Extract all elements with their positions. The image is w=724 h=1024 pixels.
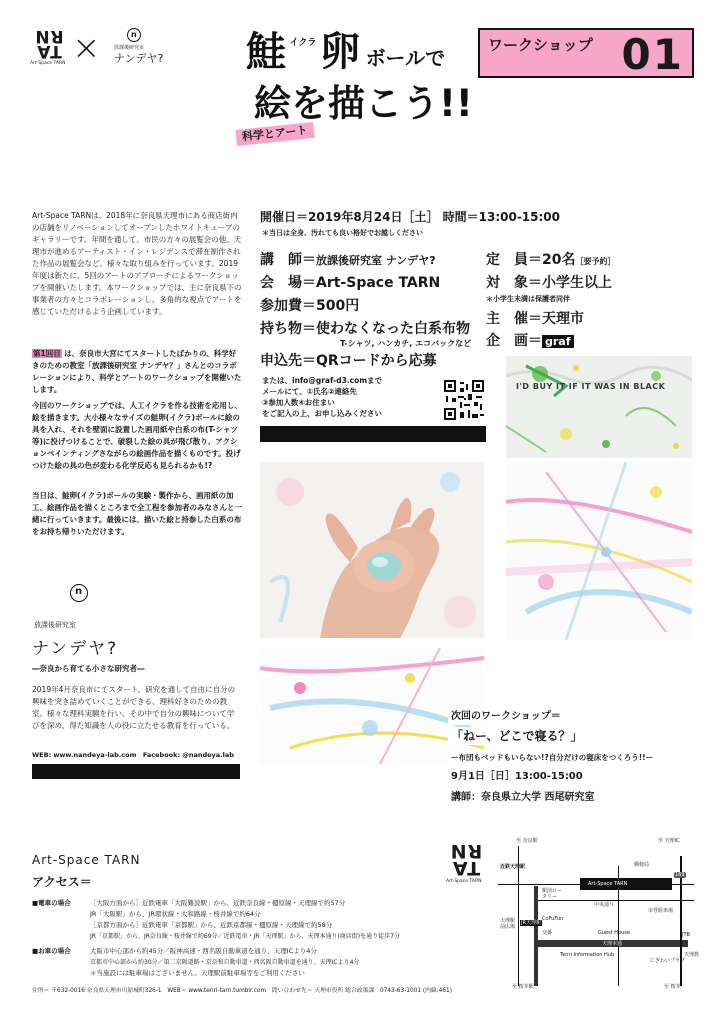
next-subtitle: ー布団もベッドもいらない!?自分だけの寝床をつくろう!!ー [448, 751, 656, 764]
bring-note: T-シャツ, ハンカチ, エコバックなど [340, 339, 472, 348]
title-line-2: 絵を描こう!! [254, 82, 473, 125]
next-lecturer: 講師：奈良県立大学 西尾研究室 [448, 790, 597, 806]
train-line-2: JR「大阪駅」から、JR環状線・大和路線・桜井線で約64分 [90, 910, 261, 918]
apply-detail-2: メールにて、①氏名②連絡先 [262, 387, 357, 396]
intro-block-2 [32, 348, 242, 396]
workshop-label: ワークショップ [488, 36, 593, 54]
lab-description: 2019年4月奈良市にてスタート。研究を通して自由に自分の興味を突き詰めていくことができる、理科好きのための教室。様々な理科実験を行い、その中で自分の興味について学びを深め、得た知識を人の役に立たせる教育を行っている。 [32, 685, 236, 730]
apply-detail-4: をご記入の上、お申し込みください [262, 409, 382, 418]
capacity-row [486, 250, 615, 272]
map-tarn-logo-sub: Art-Space TARN [446, 879, 482, 884]
train-label: ■電車の場合 [32, 899, 71, 907]
map-label-bank: JTB [682, 932, 690, 938]
car-label: ■お車の場合 [32, 947, 71, 955]
car-line-2: 京都市中心部から約30分／第二京阪道路・京奈和自動車道・西名阪自動車道を通り、天理ICより4分 [90, 959, 360, 966]
nandeya-small: 放課後研究室 [114, 45, 145, 51]
host-row: 主 催＝天理市 [486, 311, 584, 327]
intro-paragraph-2: は、奈良市大宮にてスタートしたばかりの、科学好きのための教室「放課後研究室 ナンデヤ？」さんとのコラボレーションにより、科学とアートのワークショップを開催いたします。 [32, 349, 242, 394]
apply-row: 申込先＝QRコードから応募 [260, 353, 437, 369]
tshirt-print-text: I'D BUY IT IF IT WAS IN BLACK [516, 382, 666, 391]
tarn-logo-mark: TARN [34, 26, 64, 61]
map-label-guesthouse: Guest House [598, 930, 630, 936]
map-tarn-logo-mark: TARN [449, 840, 483, 879]
subtitle-tag: 科学とアート [235, 122, 314, 146]
title-char-egg: 卵 [319, 29, 360, 75]
map-label-to-nara: 至 奈良駅 [516, 838, 538, 844]
plan-label: 企 画＝ [486, 333, 542, 349]
intro-paragraph-3: 今回のワークショップでは、人工イクラを作る技術を応用し、絵を描きます。大小様々なサイズの鮭卵(イクラ)ボールに絵の具を入れ、それを壁面に設置した画用紙や白系の布(T-シャツ等)に投げつけることで、破裂した絵の具が飛び散り、アクションペインティングさながらの絵画作品を描くものです。投げつけた絵の具の色が変わる化学反応も見られるかも!? [32, 401, 242, 470]
event-date: 開催日＝2019年8月24日［土］ 時間＝13:00-15:00 [260, 210, 561, 224]
lab-small-title: 放課後研究室 [34, 621, 76, 629]
car-lines [90, 946, 430, 979]
tarn-logo-sub: Art-Space TARN [30, 61, 66, 66]
train-line-4: JR「京都駅」から、JR奈良線・桜井線で約69分／近鉄電車・JR「天理駅」から、天理本通り(商店街)を通り徒歩7分 [90, 933, 400, 940]
map-label-to-sakurai-station: 至 桜井駅 [512, 984, 534, 990]
lightbulb-icon: n [127, 28, 141, 42]
tshirt-photo [506, 356, 692, 458]
lecturer-label: 講 師＝ [260, 252, 316, 268]
workshop-badge [478, 28, 694, 78]
apply-detail-3: ③参加人数④お住まい [262, 398, 335, 407]
map-label-kintetsu: 近鉄天理駅 [500, 864, 526, 870]
lab-lightbulb-icon: n [70, 584, 88, 602]
map-label-police: 交番 [542, 930, 553, 936]
access-title: アクセス＝ [32, 875, 92, 889]
splatter-paper-photo [506, 462, 692, 640]
footer-space-name: Art-Space TARN [32, 853, 141, 867]
map-label-tenrikyo: 天理教 [684, 952, 700, 958]
intro-paragraph-4: 当日は、鮭卵(イクラ)ボールの実験・製作から、画用紙の加工、絵画作品を描くところまで全工程を参加者のみなさんと一緒に行っていきます。最後には、描いた絵と持参した白系の布をお持ち帰りいただけます。 [32, 491, 242, 536]
map-label-jr: JR天理駅 [521, 920, 541, 926]
map-label-park: 天理駅前広場 [500, 918, 516, 930]
map-label-to-sakurai: 至 桜井 [664, 984, 681, 990]
venue-row: 会 場＝Art-Space TARN [260, 275, 441, 291]
dress-note: ＊当日は全身、汚れても良い格好でお越しください [262, 229, 423, 237]
map-label-coffee: CoFuFun [542, 916, 564, 922]
apply-detail-1: または、info@graf-d3.comまで [262, 376, 383, 385]
capacity-note: ［要予約］ [575, 257, 616, 266]
title-char-salmon: 鮭 [246, 29, 286, 75]
map-label-chuo: 中央通り [594, 902, 615, 908]
nandeya-logo [114, 28, 174, 78]
capacity-value: 定 員＝20名 [486, 252, 576, 268]
map-label-route: 169 [675, 872, 685, 878]
graf-logo: graf [542, 335, 574, 348]
apply-black-bar [260, 426, 486, 442]
map-label-parking: 市営駐車場 [648, 908, 674, 914]
map-label-space: Art-Space TARN [588, 881, 628, 887]
car-line-1: 大阪市中心部から約45分／阪神高速・西名阪自動車道を通り、天理ICより4分 [90, 947, 317, 955]
intro-paragraph-1: Art-Space TARNは、2018年に奈良県天理市にある商店街内の店舗をリノベーションしてオープンしたホワイトキューブのギャラリーです。年間を通して、市民の方々の展覧会の他、天理市が進めるアーティスト・イン・レジデンスで滞在制作された作品の展覧会など、様々な取り組みを行っています。2019年度は新たに、5回のアートのアプローチによるワークショップを開催いたします。本ワークショップでは、主に奈良県下の事業者の方々とコラボレーションし、多角的な視点でアートを感じていただけるよう企画しています。 [32, 211, 242, 316]
lab-name: ナンデヤ? [32, 639, 119, 659]
map-label-post: 郵便局 [634, 862, 650, 868]
cross-symbol: × [72, 28, 101, 68]
target-row: 対 象＝小学生以上 [486, 275, 612, 291]
map-label-shop: にぎわいプラザ [650, 958, 686, 964]
title-ball: ボールで [365, 46, 446, 70]
lab-black-bar [32, 764, 240, 779]
map-label-rotary: 駅前ロータリー [542, 888, 563, 900]
hand-photo [260, 462, 484, 638]
plan-row [486, 331, 574, 352]
title-ruby: イクラ [289, 38, 317, 48]
map-label-honmachi: 天理本通 [602, 941, 623, 947]
lecturer-value: 放課後研究室 ナンデヤ? [316, 254, 436, 267]
lab-tagline: ―奈良から育てる小さな研究者― [32, 664, 145, 673]
qr-code[interactable] [442, 378, 486, 422]
nandeya-name: ナンデヤ? [114, 52, 164, 65]
next-workshop [448, 704, 698, 812]
map-label-to-tenri-ic: 至 天理IC [658, 838, 680, 844]
map-label-tourist: Tenri Information Hub [560, 952, 615, 958]
next-title: 「ねー、どこで寝る？」 [448, 727, 586, 745]
access-map [498, 836, 700, 994]
train-line-3: ［京都方面から］近鉄電車「京都駅」から、近鉄京都線・橿原線・天理線で約58分 [90, 921, 333, 929]
target-note: ＊小学生未満は保護者同伴 [486, 295, 570, 303]
lab-links: WEB: www.nandeya-lab.com Facebook: @nandeya.lab [32, 751, 234, 759]
workshop-number: 01 [621, 30, 684, 79]
map-tarn-logo [446, 842, 494, 894]
train-lines [90, 898, 430, 942]
next-heading: 次回のワークショップ＝ [448, 709, 564, 725]
bring-row: 持ち物＝使わなくなった白系布物 [260, 321, 470, 337]
footer-address: 住所＝ 〒632-0016 奈良県天理市川原城町326-1 WEB＝ www.tenri-tarn.tumblr.com 問い合わせ先＝ 天理市役所 総合政策課 0743-63-1001 (内線:461) [32, 988, 452, 994]
car-line-3: ＊当施設には駐車場はございません。天理駅前駐車場等をご利用ください [90, 969, 305, 977]
first-session-badge: 第1回目 [33, 349, 61, 358]
lecturer-row [260, 250, 436, 271]
fee-row: 参加費＝500円 [260, 298, 360, 314]
title-line-1 [246, 30, 466, 74]
tarn-logo [30, 28, 70, 74]
next-date: 9月1日［日］13:00-15:00 [448, 769, 586, 785]
train-line-1: ［大阪方面から］近鉄電車「大阪難波駅」から、近鉄奈良線・橿原線・天理線で約57分 [90, 899, 346, 907]
